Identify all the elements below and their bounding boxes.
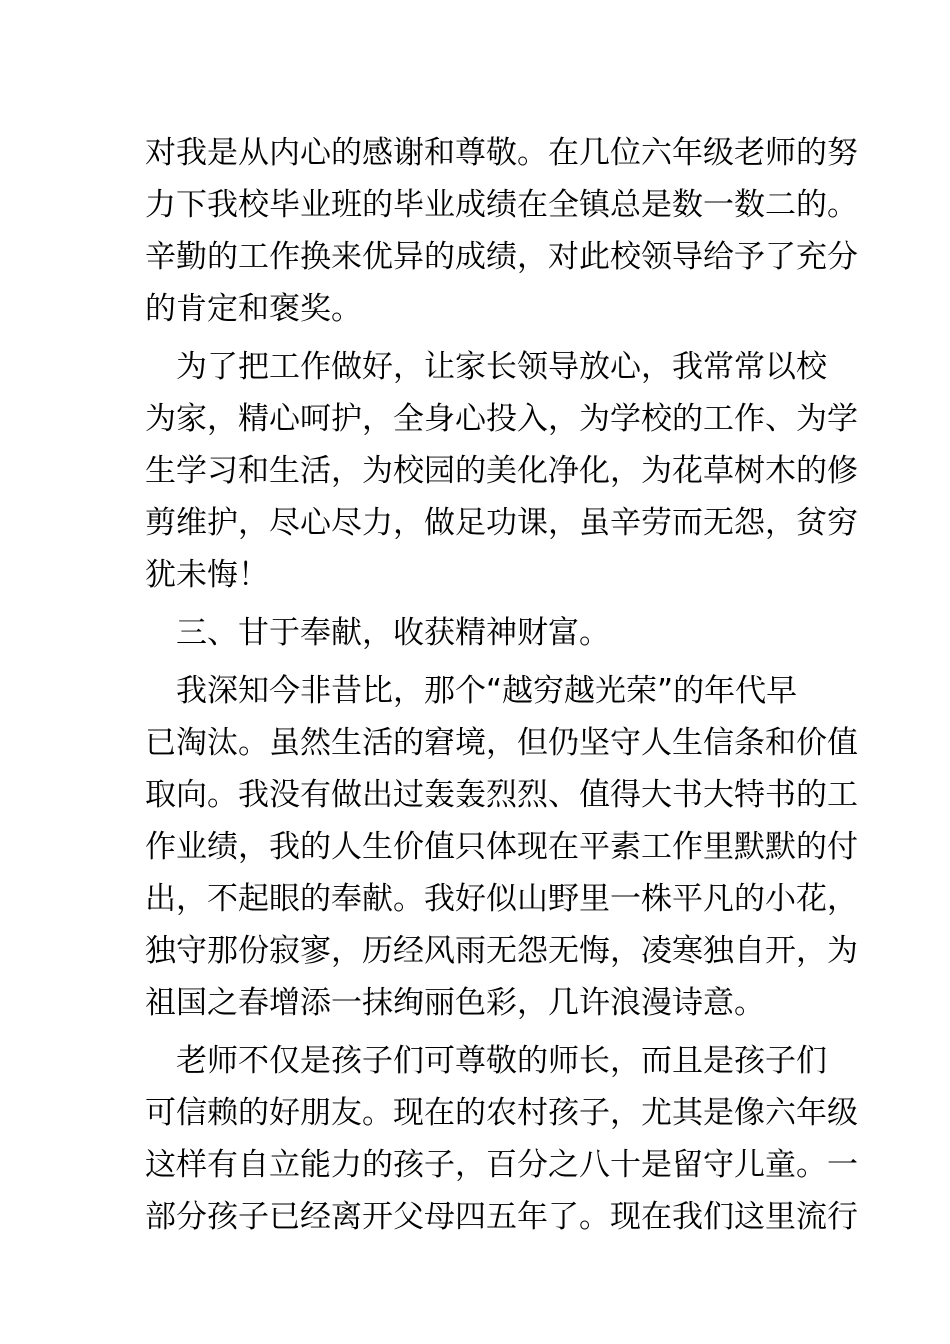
- document-body: [145, 127, 858, 1243]
- text-line: 生学习和生活，为校园的美化净化，为花草树木的修: [145, 453, 858, 489]
- text-line: 独守那份寂寥，历经风雨无怨无悔，凌寒独自开，为: [145, 933, 858, 969]
- text-line: 剪维护，尽心尽力，做足功课，虽辛劳而无怨，贫穷: [145, 505, 858, 541]
- text-line: 辛勤的工作换来优异的成绩，对此校领导给予了充分: [145, 239, 858, 275]
- text-line: 对我是从内心的感谢和尊敬。在几位六年级老师的努: [145, 135, 858, 171]
- section-heading-dedication: [145, 607, 815, 659]
- text-line: 祖国之春增添一抹绚丽色彩，几许浪漫诗意。: [145, 985, 765, 1021]
- text-line: 为家，精心呵护，全身心投入，为学校的工作、为学: [145, 401, 858, 437]
- text-line: 犹未悔！: [145, 557, 269, 593]
- paragraph-school-as-home: [145, 341, 858, 601]
- text-line: 为了把工作做好，让家长领导放心，我常常以校: [145, 349, 827, 385]
- text-line: 可信赖的好朋友。现在的农村孩子，尤其是像六年级: [145, 1095, 858, 1131]
- paragraph-gratitude: [145, 127, 858, 335]
- paragraph-teacher-friend: [145, 1035, 858, 1243]
- text-line: 老师不仅是孩子们可尊敬的师长，而且是孩子们: [145, 1043, 827, 1079]
- paragraph-life-values: [145, 665, 858, 1029]
- text-line: 取向。我没有做出过轰轰烈烈、值得大书大特书的工: [145, 777, 858, 813]
- text-line: 部分孩子已经离开父母四五年了。现在我们这里流行: [145, 1199, 858, 1235]
- text-line: 已淘汰。虽然生活的窘境，但仍坚守人生信条和价值: [145, 725, 858, 761]
- section-heading: 三、甘于奉献，收获精神财富。: [145, 615, 610, 651]
- text-line: 的肯定和褒奖。: [145, 291, 362, 327]
- text-line: 这样有自立能力的孩子，百分之八十是留守儿童。一: [145, 1147, 858, 1183]
- text-line: 我深知今非昔比，那个“越穷越光荣”的年代早: [145, 673, 798, 709]
- text-line: 力下我校毕业班的毕业成绩在全镇总是数一数二的。: [145, 187, 858, 223]
- text-line: 出，不起眼的奉献。我好似山野里一株平凡的小花，: [145, 881, 858, 917]
- text-line: 作业绩，我的人生价值只体现在平素工作里默默的付: [145, 829, 858, 865]
